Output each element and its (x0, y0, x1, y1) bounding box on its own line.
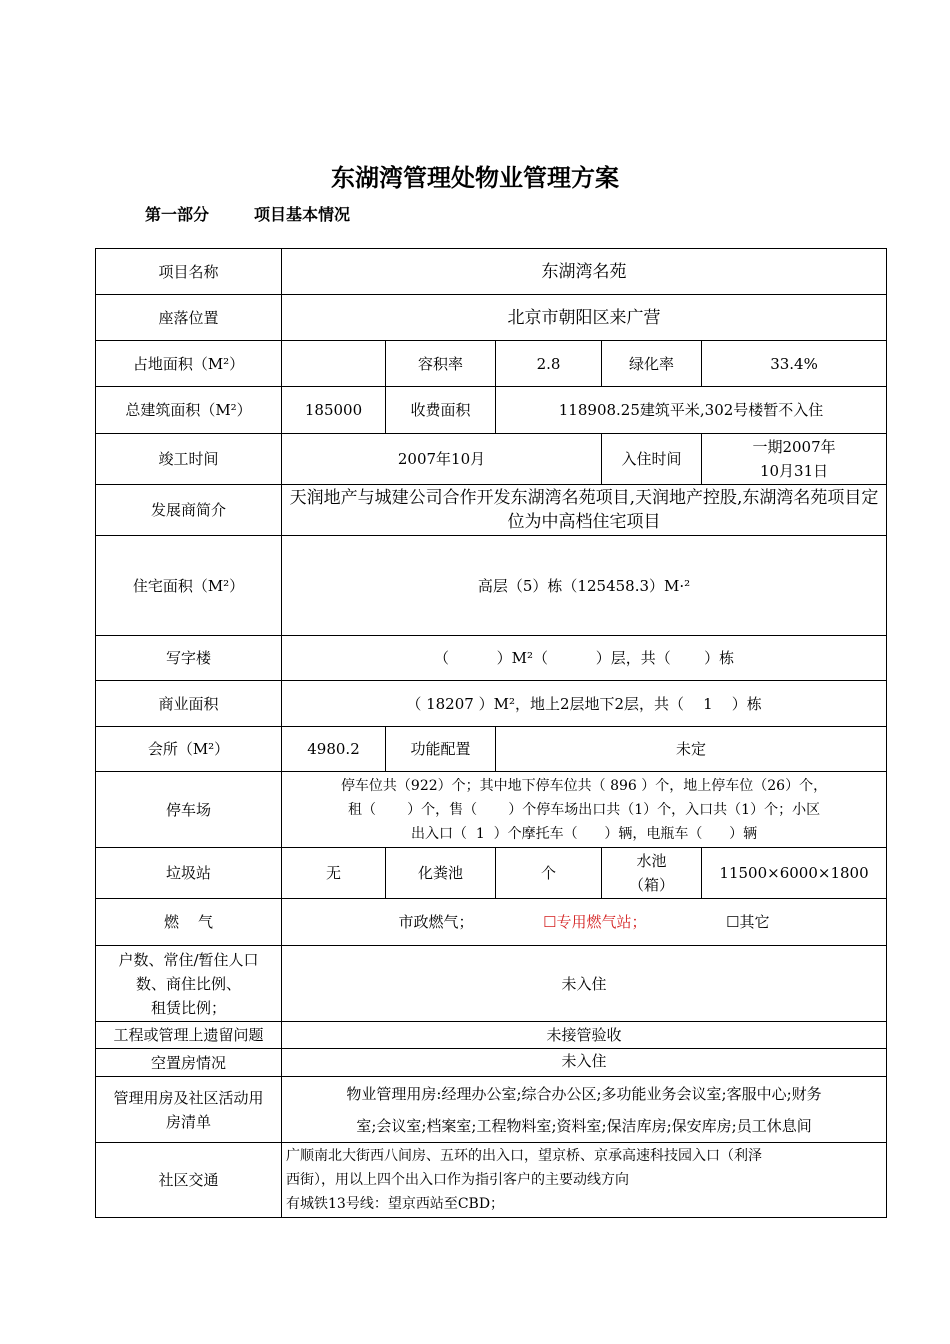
value-parking (282, 772, 887, 848)
traffic-line-1: 广顺南北大街西八间房、五环的出入口，望京桥、京承高速科技园入口（利泽 (286, 1148, 762, 1164)
label-location: 座落位置 (96, 295, 282, 341)
value-fee-area: 118908.25建筑平米,302号楼暂不入住 (496, 387, 887, 434)
row-traffic (96, 1143, 887, 1218)
value-septic: 个 (496, 848, 602, 899)
value-location: 北京市朝阳区来广营 (282, 295, 887, 341)
gas-municipal: 市政燃气； (398, 913, 474, 931)
section-part: 第一部分 (145, 205, 210, 224)
value-pool: 11500×6000×1800 (702, 848, 887, 899)
label-residential: 住宅面积（M²） (96, 536, 282, 636)
row-management-rooms (96, 1077, 887, 1143)
traffic-line-2: 西街），用以上四个出入口作为指引客户的主要动线方向 (286, 1172, 629, 1188)
label-club: 会所（M²） (96, 727, 282, 772)
row-office (96, 636, 887, 681)
households-label-line-2: 数、商住比例、 (135, 974, 241, 993)
section-name: 项目基本情况 (254, 205, 351, 224)
row-residential (96, 536, 887, 636)
row-vacancy (96, 1049, 887, 1077)
label-garbage: 垃圾站 (96, 848, 282, 899)
households-label-line-3: 租赁比例； (150, 998, 226, 1017)
row-parking (96, 772, 887, 848)
gas-other-checkbox: ☐其它 (726, 913, 770, 931)
value-move-in (702, 434, 887, 485)
pool-label-line-2: （箱） (628, 876, 674, 894)
value-residential: 高层（5）栋（125458.3）M·² (282, 536, 887, 636)
value-commercial: （ 18207 ）M²，地上2层地下2层，共（ 1 ）栋 (282, 681, 887, 727)
value-developer: 天润地产与城建公司合作开发东湖湾名苑项目,天润地产控股,东湖湾名苑项目定位为中高档住宅项目 (282, 485, 887, 536)
row-club (96, 727, 887, 772)
parking-line-3: 出入口（ 1 ）个摩托车（ ）辆，电瓶车（ ）辆 (410, 825, 758, 842)
value-households: 未入住 (282, 946, 887, 1022)
move-in-line-1: 一期2007年 (752, 438, 836, 456)
move-in-line-2: 10月31日 (759, 462, 829, 480)
row-developer (96, 485, 887, 536)
label-gas: 燃 气 (96, 899, 282, 946)
mgmt-line-2: 室;会议室;档案室;工程物料室;资料室;保洁库房;保安库房;员工休息间 (356, 1116, 812, 1135)
value-traffic (282, 1143, 887, 1218)
label-land-area: 占地面积（M²） (96, 341, 282, 387)
label-far: 容积率 (386, 341, 496, 387)
value-management-rooms (282, 1077, 887, 1143)
row-completion (96, 434, 887, 485)
document-title: 东湖湾管理处物业管理方案 (331, 164, 619, 192)
value-green-rate: 33.4% (702, 341, 887, 387)
project-info-table (95, 248, 887, 1218)
row-land-area (96, 341, 887, 387)
value-completion: 2007年10月 (282, 434, 602, 485)
label-septic: 化粪池 (386, 848, 496, 899)
value-project-name: 东湖湾名苑 (282, 249, 887, 295)
value-club: 4980.2 (282, 727, 386, 772)
mgmt-label-line-2: 房清单 (165, 1112, 211, 1131)
value-far: 2.8 (496, 341, 602, 387)
row-legacy (96, 1022, 887, 1049)
label-vacancy: 空置房情况 (96, 1049, 282, 1077)
label-parking: 停车场 (96, 772, 282, 848)
label-completion: 竣工时间 (96, 434, 282, 485)
parking-line-1: 停车位共（922）个；其中地下停车位共（ 896 ）个，地上停车位（26）个， (340, 777, 828, 794)
row-project-name (96, 249, 887, 295)
value-office: （ ）M²（ ）层，共（ ）栋 (282, 636, 887, 681)
label-management-rooms (96, 1077, 282, 1143)
value-gas (282, 899, 887, 946)
row-households (96, 946, 887, 1022)
label-commercial: 商业面积 (96, 681, 282, 727)
gas-dedicated-checkbox: ☐专用燃气站； (543, 913, 647, 931)
value-garbage: 无 (282, 848, 386, 899)
label-building-area: 总建筑面积（M²） (96, 387, 282, 434)
label-move-in: 入住时间 (602, 434, 702, 485)
value-land-area (282, 341, 386, 387)
section-heading (145, 202, 350, 225)
value-building-area: 185000 (282, 387, 386, 434)
value-function: 未定 (496, 727, 887, 772)
label-office: 写字楼 (96, 636, 282, 681)
row-commercial (96, 681, 887, 727)
label-pool (602, 848, 702, 899)
label-traffic: 社区交通 (96, 1143, 282, 1218)
label-project-name: 项目名称 (96, 249, 282, 295)
label-green-rate: 绿化率 (602, 341, 702, 387)
label-function: 功能配置 (386, 727, 496, 772)
row-location (96, 295, 887, 341)
traffic-line-3: 有城铁13号线：望京西站至CBD； (286, 1196, 505, 1212)
row-gas (96, 899, 887, 946)
value-vacancy: 未入住 (282, 1049, 887, 1077)
pool-label-line-1: 水池 (636, 852, 667, 870)
households-label-line-1: 户数、常住/暂住人口 (118, 950, 259, 969)
mgmt-line-1: 物业管理用房:经理办公室;综合办公区;多功能业务会议室;客服中心;财务 (346, 1084, 822, 1103)
row-building-area (96, 387, 887, 434)
parking-line-2: 租（ ）个，售（ ）个停车场出口共（1）个，入口共（1）个；小区 (347, 801, 821, 818)
label-fee-area: 收费面积 (386, 387, 496, 434)
row-garbage (96, 848, 887, 899)
label-legacy: 工程或管理上遗留问题 (96, 1022, 282, 1049)
label-developer: 发展商简介 (96, 485, 282, 536)
label-households (96, 946, 282, 1022)
value-legacy: 未接管验收 (282, 1022, 887, 1049)
mgmt-label-line-1: 管理用房及社区活动用 (113, 1088, 264, 1107)
